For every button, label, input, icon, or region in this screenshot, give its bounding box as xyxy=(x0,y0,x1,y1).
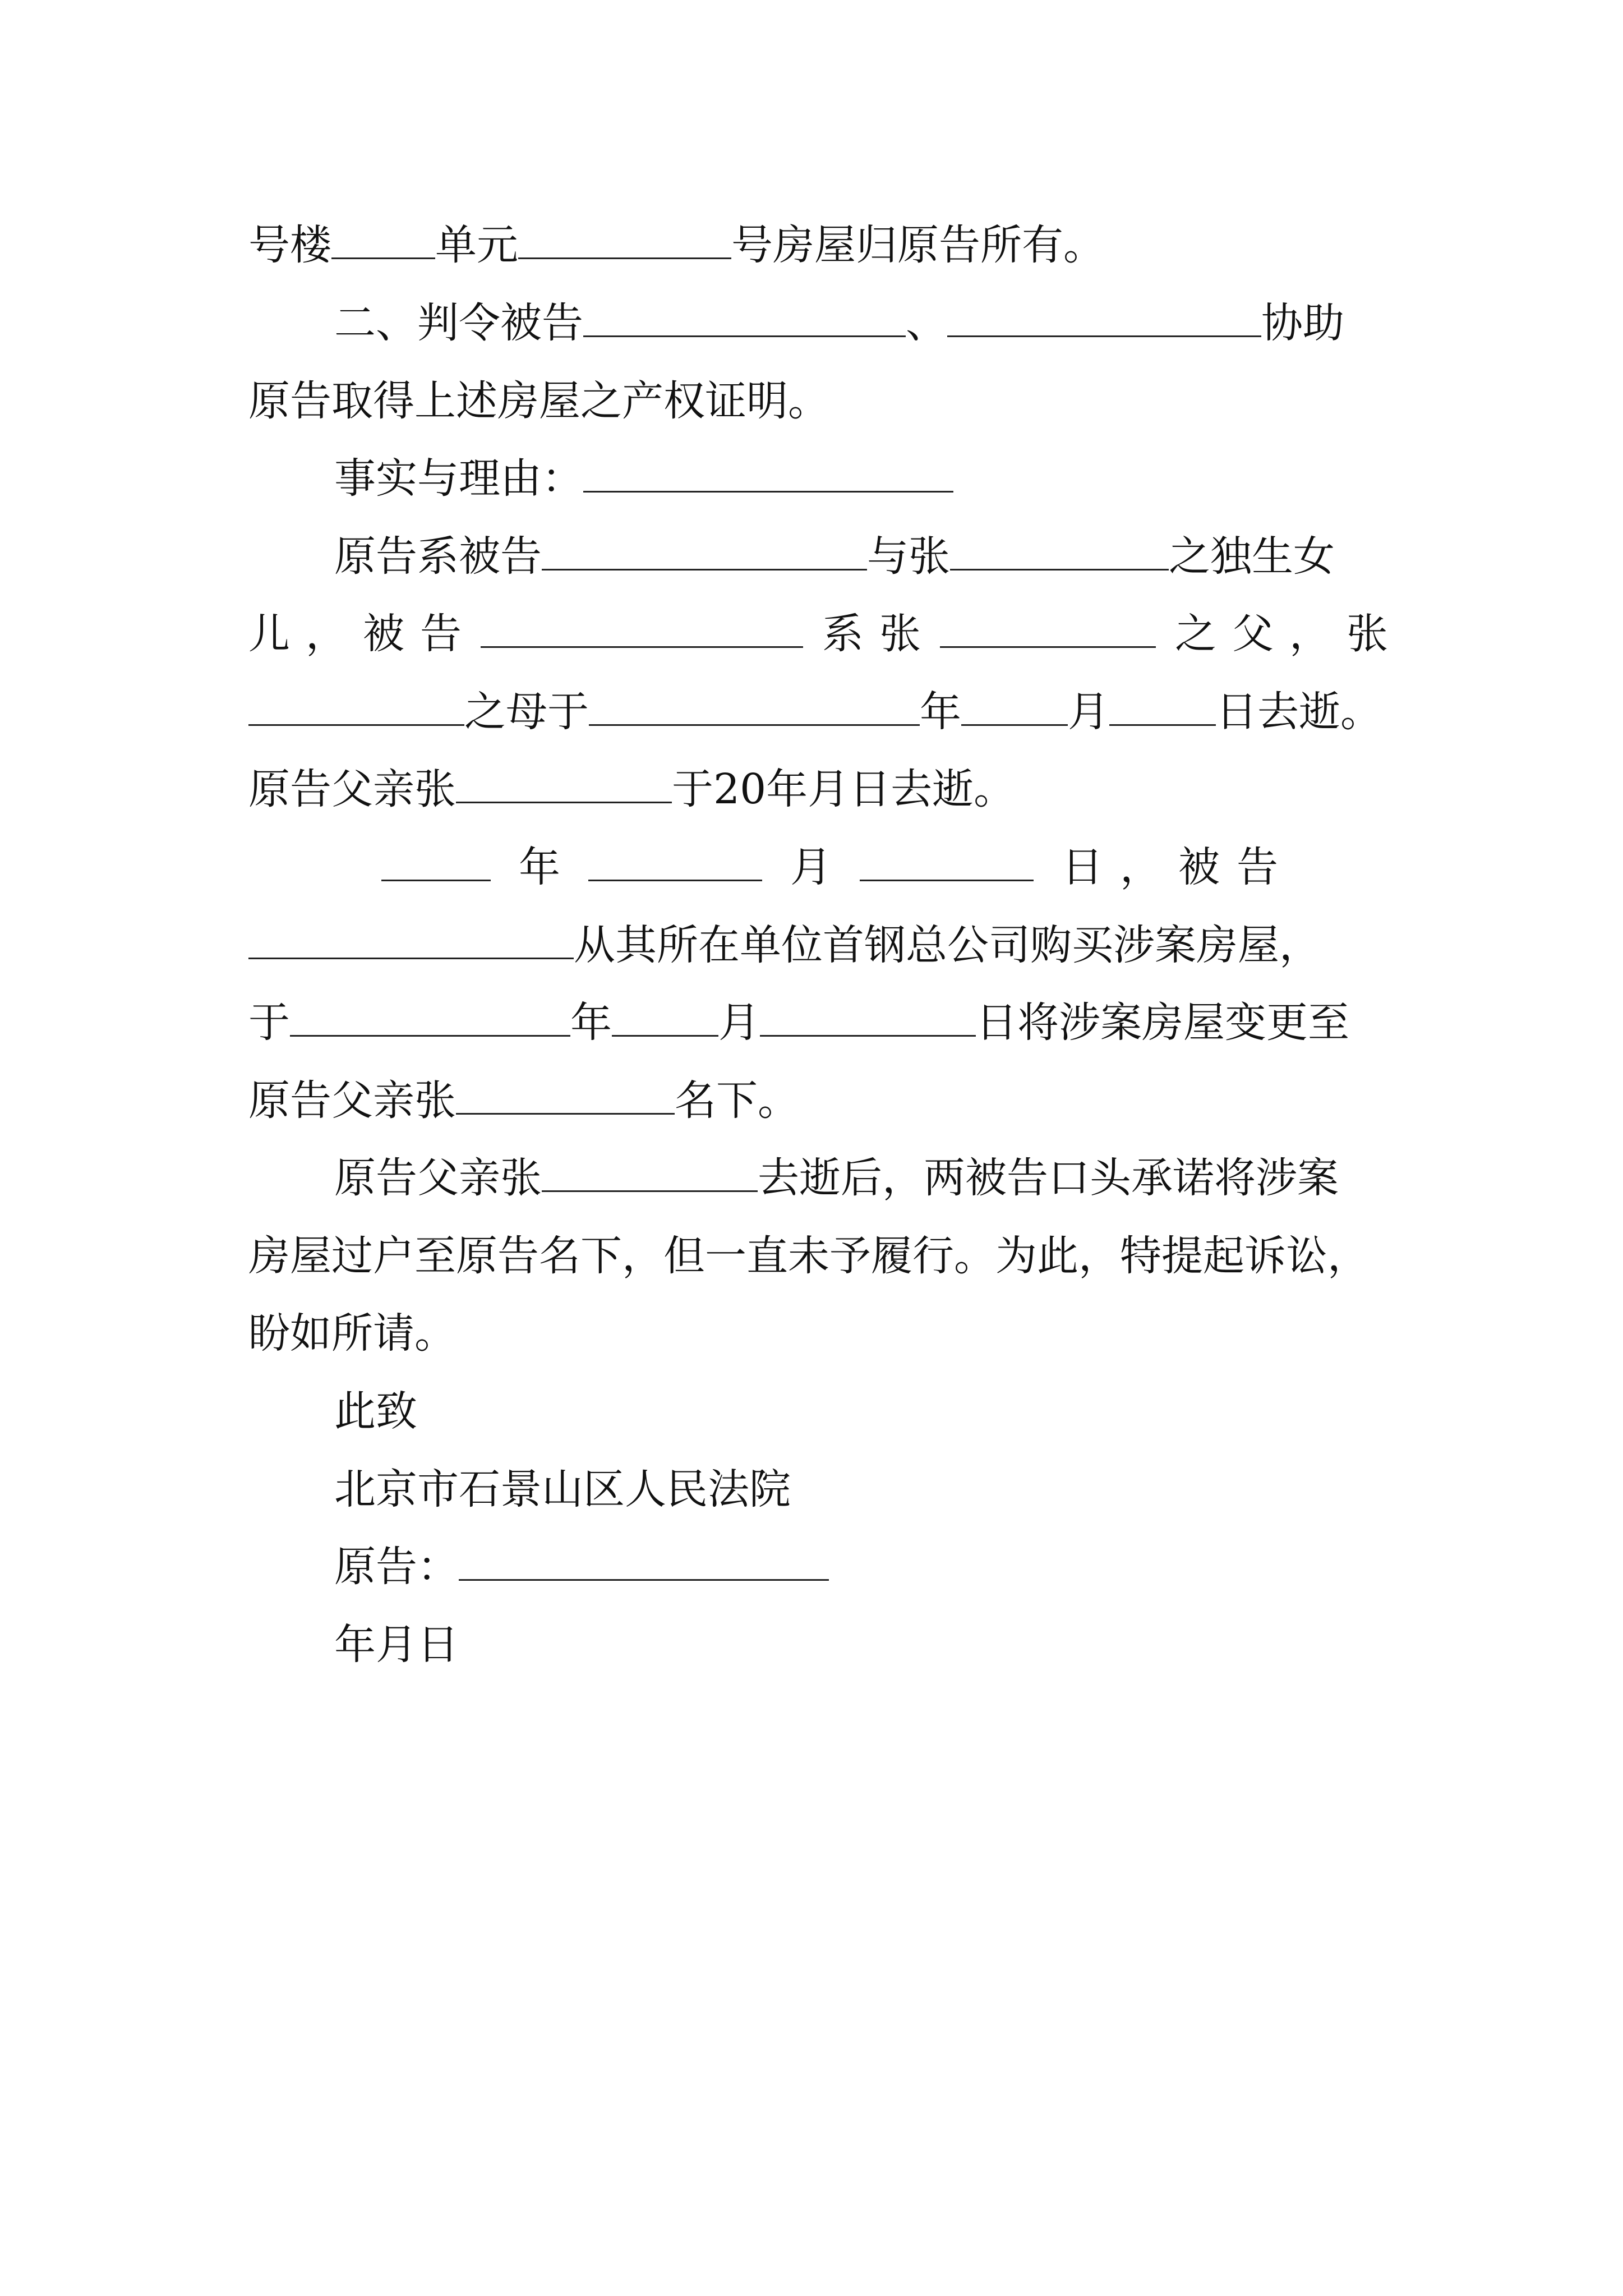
fill-blank xyxy=(583,296,906,337)
text-segment: 月 xyxy=(718,999,760,1047)
text-line xyxy=(248,370,829,432)
text-segment: 、 xyxy=(906,299,947,347)
fill-blank xyxy=(961,685,1068,726)
text-segment: 系 xyxy=(822,610,864,658)
text-segment: 事实与理由： xyxy=(334,454,583,503)
text-segment: ， xyxy=(1120,843,1161,891)
fill-blank xyxy=(612,996,718,1037)
text-segment: 号楼 xyxy=(248,221,331,269)
text-segment: 告 xyxy=(420,610,462,658)
text-segment: 年月日 xyxy=(334,1621,459,1669)
text-segment: 被 xyxy=(1178,843,1220,891)
fill-blank xyxy=(290,996,570,1037)
text-segment: ， xyxy=(306,610,347,658)
text-line xyxy=(248,914,1321,976)
text-line xyxy=(334,526,1335,587)
text-segment: 于20年月日去逝。 xyxy=(672,765,1016,813)
text-line xyxy=(248,214,1105,276)
text-segment: 日将涉案房屋变更至 xyxy=(976,999,1349,1047)
text-segment: 父 xyxy=(1232,610,1274,658)
fill-blank xyxy=(940,607,1156,648)
fill-blank xyxy=(381,840,491,881)
text-line xyxy=(248,1070,799,1131)
text-line xyxy=(381,836,1278,898)
text-segment: ， xyxy=(1289,610,1331,658)
text-segment: 告 xyxy=(1237,843,1278,891)
text-segment: 日去逝。 xyxy=(1216,688,1382,736)
text-segment: 月 xyxy=(1068,688,1109,736)
text-segment: 从其所在单位首钢总公司购买涉案房屋， xyxy=(574,921,1321,969)
text-segment: 原告系被告 xyxy=(334,532,542,581)
text-line xyxy=(334,448,953,509)
text-segment: 原告父亲张 xyxy=(248,1076,456,1125)
fill-blank xyxy=(1109,685,1216,726)
fill-blank xyxy=(518,218,731,259)
text-segment: 单元 xyxy=(435,221,518,269)
text-segment: 年 xyxy=(519,843,560,891)
text-line xyxy=(248,681,1382,743)
fill-blank xyxy=(542,530,867,570)
text-segment: 名下。 xyxy=(675,1076,799,1125)
text-segment: 号房屋归原告所有。 xyxy=(731,221,1105,269)
text-segment: 于 xyxy=(248,999,290,1047)
text-segment: 日 xyxy=(1062,843,1103,891)
text-line xyxy=(248,1225,1369,1287)
text-line xyxy=(334,1458,791,1520)
text-line xyxy=(248,1303,456,1364)
fill-blank xyxy=(588,840,762,881)
text-segment: 盼如所请。 xyxy=(248,1309,456,1358)
text-line xyxy=(248,603,1388,665)
text-segment: 张 xyxy=(1347,610,1388,658)
text-segment: 月 xyxy=(790,843,832,891)
text-segment: 北京市石景山区人民法院 xyxy=(334,1465,791,1513)
fill-blank xyxy=(331,218,435,259)
fill-blank xyxy=(860,840,1034,881)
text-segment: 原告父亲张 xyxy=(248,765,456,813)
fill-blank xyxy=(459,1540,829,1581)
text-line xyxy=(334,1147,1339,1209)
text-line xyxy=(334,1381,417,1442)
fill-blank xyxy=(589,685,920,726)
text-segment: 去逝后，两被告口头承诺将涉案 xyxy=(758,1154,1339,1202)
fill-blank xyxy=(583,452,953,493)
text-segment: 之母于 xyxy=(464,688,589,736)
text-segment: 房屋过户至原告名下，但一直未予履行。为此，特提起诉讼， xyxy=(248,1232,1369,1280)
text-segment: 张 xyxy=(879,610,921,658)
fill-blank xyxy=(947,296,1261,337)
text-segment: 原告： xyxy=(334,1543,459,1591)
text-line xyxy=(334,1614,459,1676)
text-segment: 儿 xyxy=(248,610,290,658)
fill-blank xyxy=(760,996,976,1037)
fill-blank xyxy=(950,530,1169,570)
text-line xyxy=(334,1536,829,1598)
fill-blank xyxy=(248,685,464,726)
text-segment: 二、判令被告 xyxy=(334,299,583,347)
text-segment: 年 xyxy=(920,688,961,736)
text-segment: 原告取得上述房屋之产权证明。 xyxy=(248,377,829,425)
text-segment: 原告父亲张 xyxy=(334,1154,542,1202)
text-segment: 与张 xyxy=(867,532,950,581)
text-segment: 此致 xyxy=(334,1387,417,1435)
fill-blank xyxy=(248,918,574,959)
text-segment: 之独生女 xyxy=(1169,532,1335,581)
text-line xyxy=(248,992,1349,1053)
fill-blank xyxy=(481,607,803,648)
fill-blank xyxy=(456,762,672,803)
text-segment: 之 xyxy=(1175,610,1216,658)
text-segment: 协助 xyxy=(1261,299,1344,347)
fill-blank xyxy=(542,1151,758,1192)
text-segment: 年 xyxy=(570,999,612,1047)
text-line xyxy=(334,292,1344,354)
fill-blank xyxy=(456,1074,675,1115)
text-segment: 被 xyxy=(363,610,404,658)
text-line xyxy=(248,758,1015,820)
